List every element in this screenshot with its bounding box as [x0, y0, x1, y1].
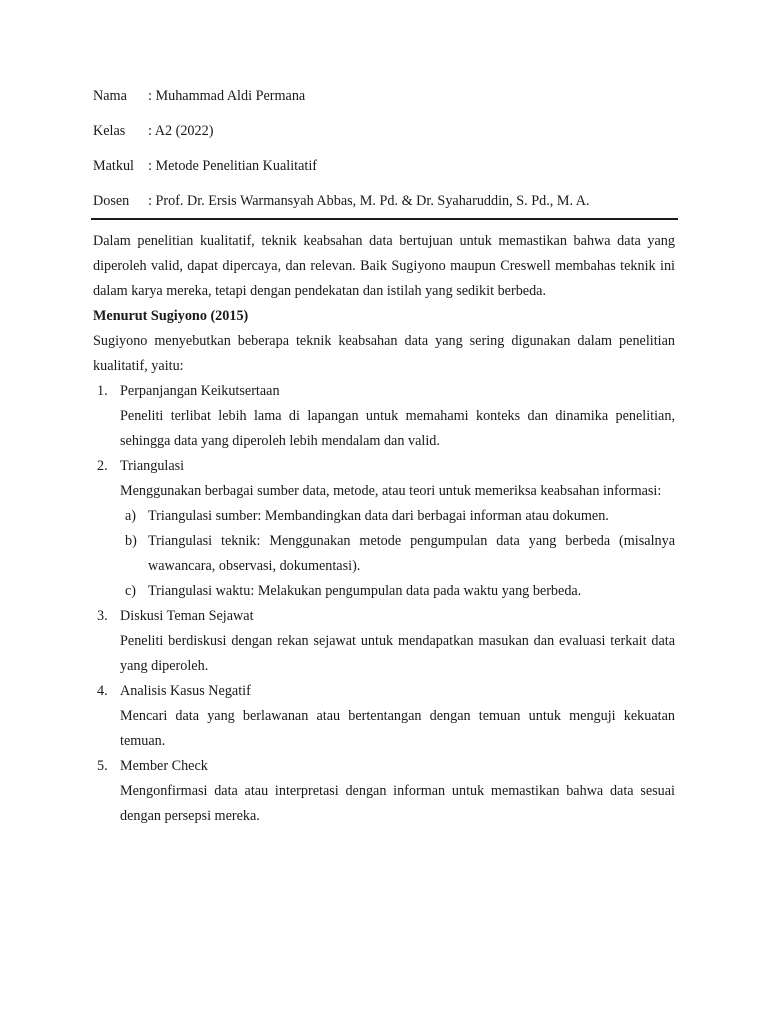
item-number: 5.: [97, 758, 108, 774]
intro-paragraph: Dalam penelitian kualitatif, teknik keabsahan data bertujuan untuk memastikan bahwa data yang diperoleh valid, dapat dipercaya, dan relevan. Baik Sugiyono maupun Creswell membahas teknik ini dalam karya mereka, tetapi dengan pendekatan dan istilah yang sedikit berbeda.: [93, 233, 675, 299]
header-label: Nama: [93, 88, 127, 104]
section-heading: Menurut Sugiyono (2015): [93, 308, 249, 324]
sub-list-item: [120, 529, 675, 579]
header-row-kelas: [93, 121, 683, 156]
sub-list-item: [120, 504, 675, 529]
item-number: 4.: [97, 683, 108, 699]
technique-list: [93, 379, 675, 829]
list-item: [93, 679, 675, 754]
header-row-dosen: [93, 191, 683, 226]
sub-item-letter: c): [125, 583, 137, 599]
list-item: [93, 454, 675, 604]
item-description: Mengonfirmasi data atau interpretasi dengan informan untuk memastikan bahwa data sesuai dengan persepsi mereka.: [120, 783, 675, 824]
sub-item-letter: a): [125, 508, 137, 524]
item-title: Perpanjangan Keikutsertaan: [120, 383, 280, 399]
item-title: Analisis Kasus Negatif: [120, 683, 251, 699]
list-item: [93, 754, 675, 829]
sub-item-letter: b): [125, 533, 137, 549]
item-description: Peneliti terlibat lebih lama di lapangan untuk memahami konteks dan dinamika penelitian, sehingga data yang diperoleh lebih mendalam dan valid.: [120, 408, 675, 449]
header-row-matkul: [93, 156, 683, 191]
sub-item-text: Triangulasi teknik: Menggunakan metode pengumpulan data yang berbeda (misalnya wawancara, observasi, dokumentasi).: [148, 533, 675, 574]
header-row-nama: [93, 86, 683, 121]
list-item: [93, 379, 675, 454]
item-title: Member Check: [120, 758, 208, 774]
header-label: Kelas: [93, 123, 126, 139]
header-value: : Muhammad Aldi Permana: [148, 88, 306, 104]
header-divider: [91, 218, 678, 220]
header-info: [93, 86, 683, 226]
header-value: : Prof. Dr. Ersis Warmansyah Abbas, M. Pd. & Dr. Syaharuddin, S. Pd., M. A.: [148, 193, 590, 209]
item-title: Diskusi Teman Sejawat: [120, 608, 254, 624]
item-description: Menggunakan berbagai sumber data, metode, atau teori untuk memeriksa keabsahan informasi:: [120, 483, 662, 499]
item-description: Mencari data yang berlawanan atau bertentangan dengan temuan untuk menguji kekuatan temuan.: [120, 708, 675, 749]
header-label: Dosen: [93, 193, 130, 209]
header-value: : Metode Penelitian Kualitatif: [148, 158, 318, 174]
item-description: Peneliti berdiskusi dengan rekan sejawat untuk mendapatkan masukan dan evaluasi terkait data yang diperoleh.: [120, 633, 675, 674]
section-lead: Sugiyono menyebutkan beberapa teknik keabsahan data yang sering digunakan dalam penelitian kualitatif, yaitu:: [93, 333, 675, 374]
document-body: [93, 229, 675, 829]
sub-list: [120, 504, 675, 604]
header-label: Matkul: [93, 158, 134, 174]
item-number: 1.: [97, 383, 108, 399]
item-number: 3.: [97, 608, 108, 624]
sub-list-item: [120, 579, 675, 604]
sub-item-text: Triangulasi sumber: Membandingkan data dari berbagai informan atau dokumen.: [148, 508, 609, 524]
list-item: [93, 604, 675, 679]
sub-item-text: Triangulasi waktu: Melakukan pengumpulan data pada waktu yang berbeda.: [148, 583, 582, 599]
item-title: Triangulasi: [120, 458, 185, 474]
item-number: 2.: [97, 458, 108, 474]
header-value: : A2 (2022): [148, 123, 214, 139]
